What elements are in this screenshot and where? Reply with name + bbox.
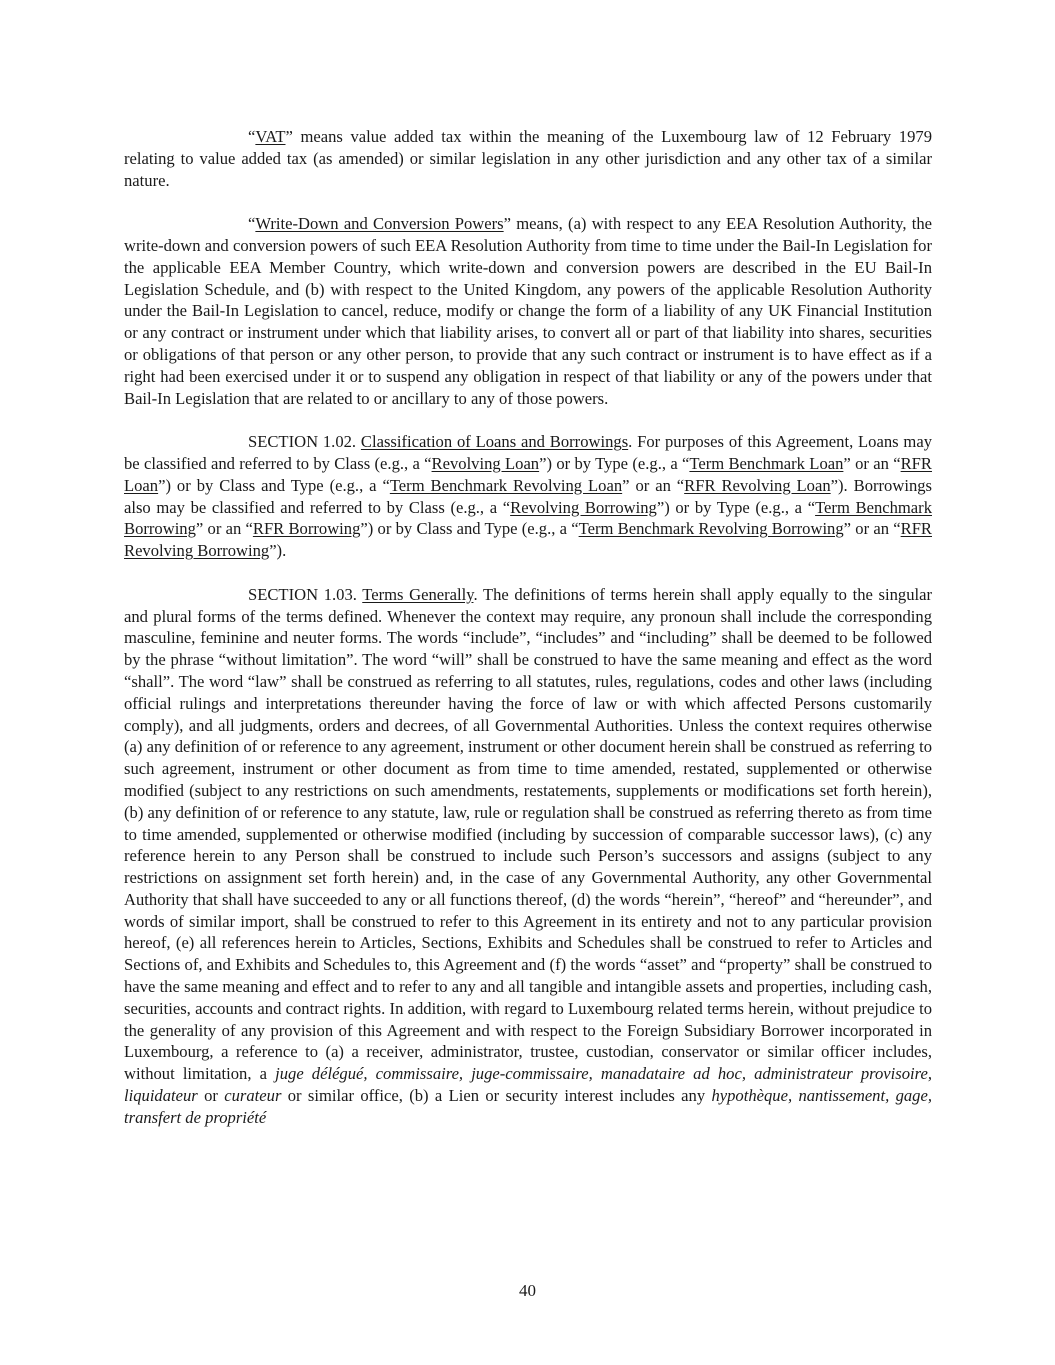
text-run: or similar office, (b) a Lien or security interest includes any (281, 1086, 712, 1106)
page-number: 40 (519, 1281, 536, 1300)
paragraph-section-1-03 (124, 584, 932, 1129)
paragraphs-container (124, 126, 932, 1129)
text-run: ”). (269, 541, 287, 561)
defined-term: Terms Generally (362, 584, 474, 604)
defined-term: Write-Down and Conversion Powers (255, 214, 504, 234)
text-run: or (197, 1086, 225, 1106)
text-run: ” or an “ (622, 475, 685, 495)
defined-term: Revolving Borrowing (510, 497, 657, 517)
text-run: “ (248, 127, 256, 146)
defined-term: RFR Borrowing (252, 519, 361, 539)
defined-term: RFR Loan (124, 453, 932, 495)
text-run: ” means value added tax within the meaning of the Luxembourg law of 12 February 1979 relating to value added tax (as amended) or similar legislation in any other jurisdiction and any other tax of a similar nature. (124, 127, 932, 190)
text-run: ” or an “ (843, 453, 901, 473)
paragraph-write-down-definition (124, 213, 932, 409)
text-run: ”) or by Class and Type (e.g., a “ (360, 519, 579, 539)
defined-term: Classification of Loans and Borrowings (360, 432, 629, 452)
italic-term: juge délégué, commissaire, juge-commissaire, manadataire ad hoc, administrateur provisoire, liquidateur (124, 1064, 932, 1106)
text-run: ”) or by Type (e.g., a “ (656, 497, 816, 517)
defined-term: RFR Revolving Loan (684, 475, 831, 495)
defined-term: RFR Revolving Borrowing (124, 519, 932, 561)
text-run: ” or an “ (195, 519, 253, 539)
text-run: ” means, (a) with respect to any EEA Resolution Authority, the write-down and conversion powers of such EEA Resolution Authority from time to time under the Bail-In Legislation for the applicable EEA Member Country, which write-down and conversion powers are described in the EU Bail-In Legislation Schedule, and (b) with respect to the United Kingdom, any powers of the applicable Resolution Authority under the Bail-In Legislation to cancel, reduce, modify or change the form of a liability of any UK Financial Institution or any contract or instrument under which that liability arises, to convert all or part of that liability into shares, securities or obligations of that person or any other person, to provide that any such contract or instrument is to have effect as if a right had been exercised under it or to suspend any obligation in respect of that liability or any of the powers under that Bail-In Legislation that are related to or ancillary to any of those powers. (124, 214, 932, 408)
italic-term: curateur (224, 1086, 282, 1106)
text-run: ”). Borrowings also may be classified and referred to by Class (e.g., a “ (124, 475, 932, 517)
text-run: ”) or by Class and Type (e.g., a “ (158, 475, 390, 495)
text-run: . The definitions of terms herein shall apply equally to the singular and plural forms of the terms defined. Whenever the context may require, any pronoun shall include the corresponding masculine, feminine and neuter forms. The words “include”, “includes” and “including” shall be deemed to be followed by the phrase “without limitation”. The word “will” shall be construed to have the same meaning and effect as the word “shall”. The word “law” shall be construed as referring to all statutes, rules, regulations, codes and other laws (including official rulings and interpretations thereunder having the force of law or with which affected Persons customarily comply), and all judgments, orders and decrees, of all Governmental Authorities. Unless the context requires otherwise (a) any definition of or reference to any agreement, instrument or other document herein shall be construed as referring to such agreement, instrument or other document as from time to time amended, restated, supplemented or otherwise modified (subject to any restrictions on such amendments, restatements, supplements or modifications set forth herein), (b) any definition of or reference to any statute, law, rule or regulation shall be construed as referring thereto as from time to time amended, supplemented or otherwise modified (including by succession of comparable successor laws), (c) any reference herein to any Person shall be construed to include such Person’s successors and assigns (subject to any restrictions on assignment set forth herein) and, in the case of any Governmental Authority, any other Governmental Authority that shall have succeeded to any or all functions thereof, (d) the words “herein”, “hereof” and “hereunder”, and words of similar import, shall be construed to refer to this Agreement in its entirety and not to any particular provision hereof, (e) all references herein to Articles, Sections, Exhibits and Schedules shall be construed to refer to Articles and Sections of, and Exhibits and Schedules to, this Agreement and (f) the words “asset” and “property” shall be construed to have the same meaning and effect and to refer to any and all tangible and intangible assets and properties, including cash, securities, accounts and contract rights. In addition, with regard to Luxembourg related terms herein, without prejudice to the generality of any provision of this Agreement and with respect to the Foreign Subsidiary Borrower incorporated in Luxembourg, a reference to (a) a receiver, administrator, trustee, custodian, conservator or similar officer includes, without limitation, a (124, 584, 932, 1084)
text-run: SECTION 1.02. (248, 432, 361, 452)
text-run: ”) or by Type (e.g., a “ (539, 453, 690, 473)
defined-term: Term Benchmark Loan (689, 453, 844, 473)
defined-term: Term Benchmark Revolving Loan (389, 475, 623, 495)
defined-term: Term Benchmark Revolving Borrowing (578, 519, 844, 539)
text-run: SECTION 1.03. (248, 584, 363, 604)
paragraph-section-1-02 (124, 431, 932, 562)
paragraph-vat-definition (124, 126, 932, 191)
defined-term: VAT (255, 127, 286, 146)
text-run: “ (248, 214, 256, 234)
text-run: . For purposes of this Agreement, Loans may be classified and referred to by Class (e.g., a “ (124, 432, 932, 473)
document-body (124, 126, 932, 1129)
text-run: ” or an “ (843, 519, 901, 539)
defined-term: Revolving Loan (431, 453, 540, 473)
italic-term: hypothèque, nantissement, gage, transfert de propriété (124, 1086, 932, 1127)
defined-term: Term Benchmark Borrowing (124, 497, 932, 539)
